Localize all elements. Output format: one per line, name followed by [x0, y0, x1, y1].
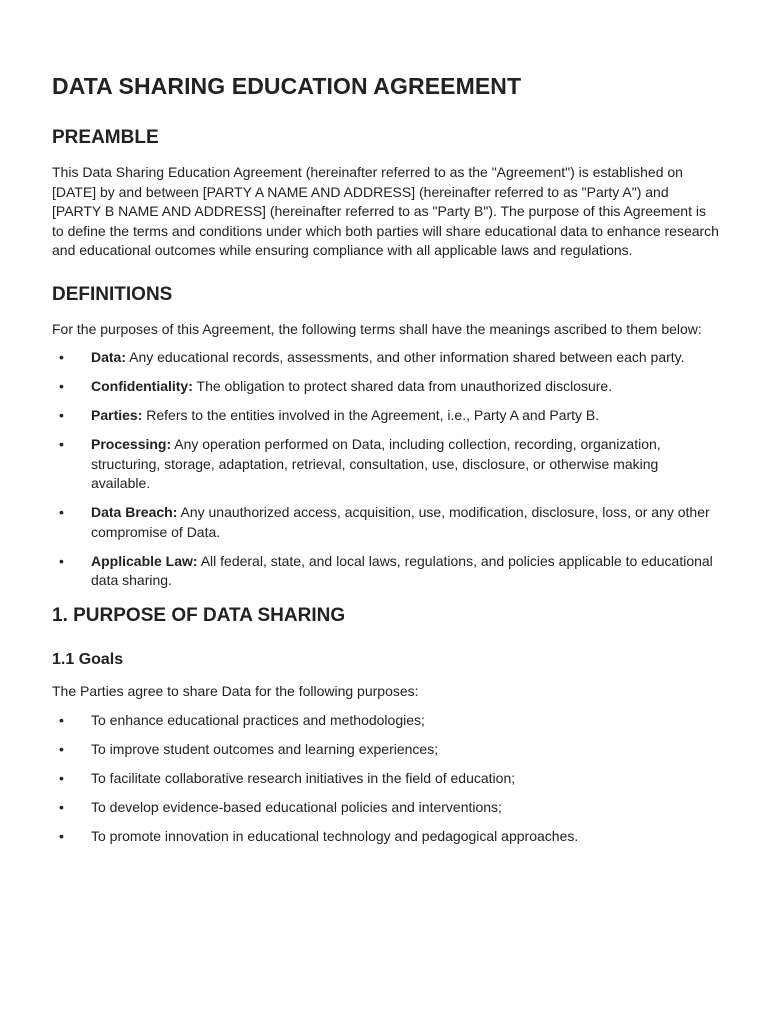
goal-text: To enhance educational practices and methodologies;	[91, 712, 425, 728]
bullet-icon: •	[59, 712, 64, 728]
definition-text: Refers to the entities involved in the Agreement, i.e., Party A and Party B.	[142, 407, 600, 423]
definitions-list	[52, 348, 720, 591]
purpose-heading: 1. PURPOSE OF DATA SHARING	[52, 604, 346, 626]
definition-term: Parties:	[91, 407, 143, 423]
definition-text: Any operation performed on Data, including collection, recording, organization, structuring, storage, adaptation, retrieval, consultation, use, disclosure, or otherwise making available.	[91, 436, 661, 491]
preamble-heading: PREAMBLE	[52, 127, 159, 148]
definition-item	[52, 435, 720, 494]
goal-item	[52, 827, 720, 847]
definition-term: Processing:	[91, 436, 172, 452]
goal-item	[52, 798, 720, 818]
definition-item	[52, 348, 720, 368]
definition-text: Any educational records, assessments, and other information shared between each party.	[126, 349, 685, 365]
definitions-heading: DEFINITIONS	[52, 283, 173, 305]
definition-text: The obligation to protect shared data from unauthorized disclosure.	[192, 378, 613, 394]
goal-text: To facilitate collaborative research initiatives in the field of education;	[91, 770, 516, 786]
definition-term: Data Breach:	[91, 504, 178, 520]
goals-list	[52, 711, 720, 847]
definition-term: Data:	[91, 349, 127, 365]
bullet-icon: •	[59, 349, 64, 365]
bullet-icon: •	[59, 407, 64, 423]
definition-text: All federal, state, and local laws, regulations, and policies applicable to educational data sharing.	[91, 552, 713, 588]
bullet-icon: •	[59, 799, 64, 815]
bullet-icon: •	[59, 828, 64, 844]
goal-text: To improve student outcomes and learning experiences;	[91, 741, 439, 757]
document-title: DATA SHARING EDUCATION AGREEMENT	[52, 73, 522, 99]
bullet-icon: •	[59, 770, 64, 786]
definition-text: Any unauthorized access, acquisition, use, modification, disclosure, loss, or any other compromise of Data.	[91, 504, 710, 540]
definition-term: Applicable Law:	[91, 552, 198, 569]
definitions-intro: For the purposes of this Agreement, the following terms shall have the meanings ascribed to them below:	[52, 320, 702, 337]
definition-item	[52, 503, 720, 542]
goal-item	[52, 769, 720, 789]
preamble-text: This Data Sharing Education Agreement (hereinafter referred to as the "Agreement") is established on [DATE] by and between [PARTY A NAME AND ADDRESS] (hereinafter referred to as "Party A") and [PARTY B NAME AND ADDRESS] (hereinafter referred to as "Party B"). The purpose of this Agreement is to define the terms and conditions under which both parties will share educational data to enhance research and educational outcomes while ensuring compliance with all applicable laws and regulations.	[52, 164, 719, 258]
bullet-icon: •	[59, 552, 64, 569]
bullet-icon: •	[59, 378, 64, 394]
goal-text: To develop evidence-based educational policies and interventions;	[91, 799, 502, 815]
definition-term: Confidentiality:	[91, 378, 193, 394]
bullet-icon: •	[59, 436, 64, 452]
goals-intro: The Parties agree to share Data for the following purposes:	[52, 682, 419, 699]
bullet-icon: •	[59, 504, 64, 520]
definition-item	[52, 377, 720, 397]
definition-item	[52, 552, 720, 591]
goal-text: To promote innovation in educational technology and pedagogical approaches.	[91, 828, 579, 844]
goals-heading: 1.1 Goals	[52, 650, 124, 668]
goal-item	[52, 740, 720, 760]
goal-item	[52, 711, 720, 731]
bullet-icon: •	[59, 741, 64, 757]
definition-item	[52, 406, 720, 426]
